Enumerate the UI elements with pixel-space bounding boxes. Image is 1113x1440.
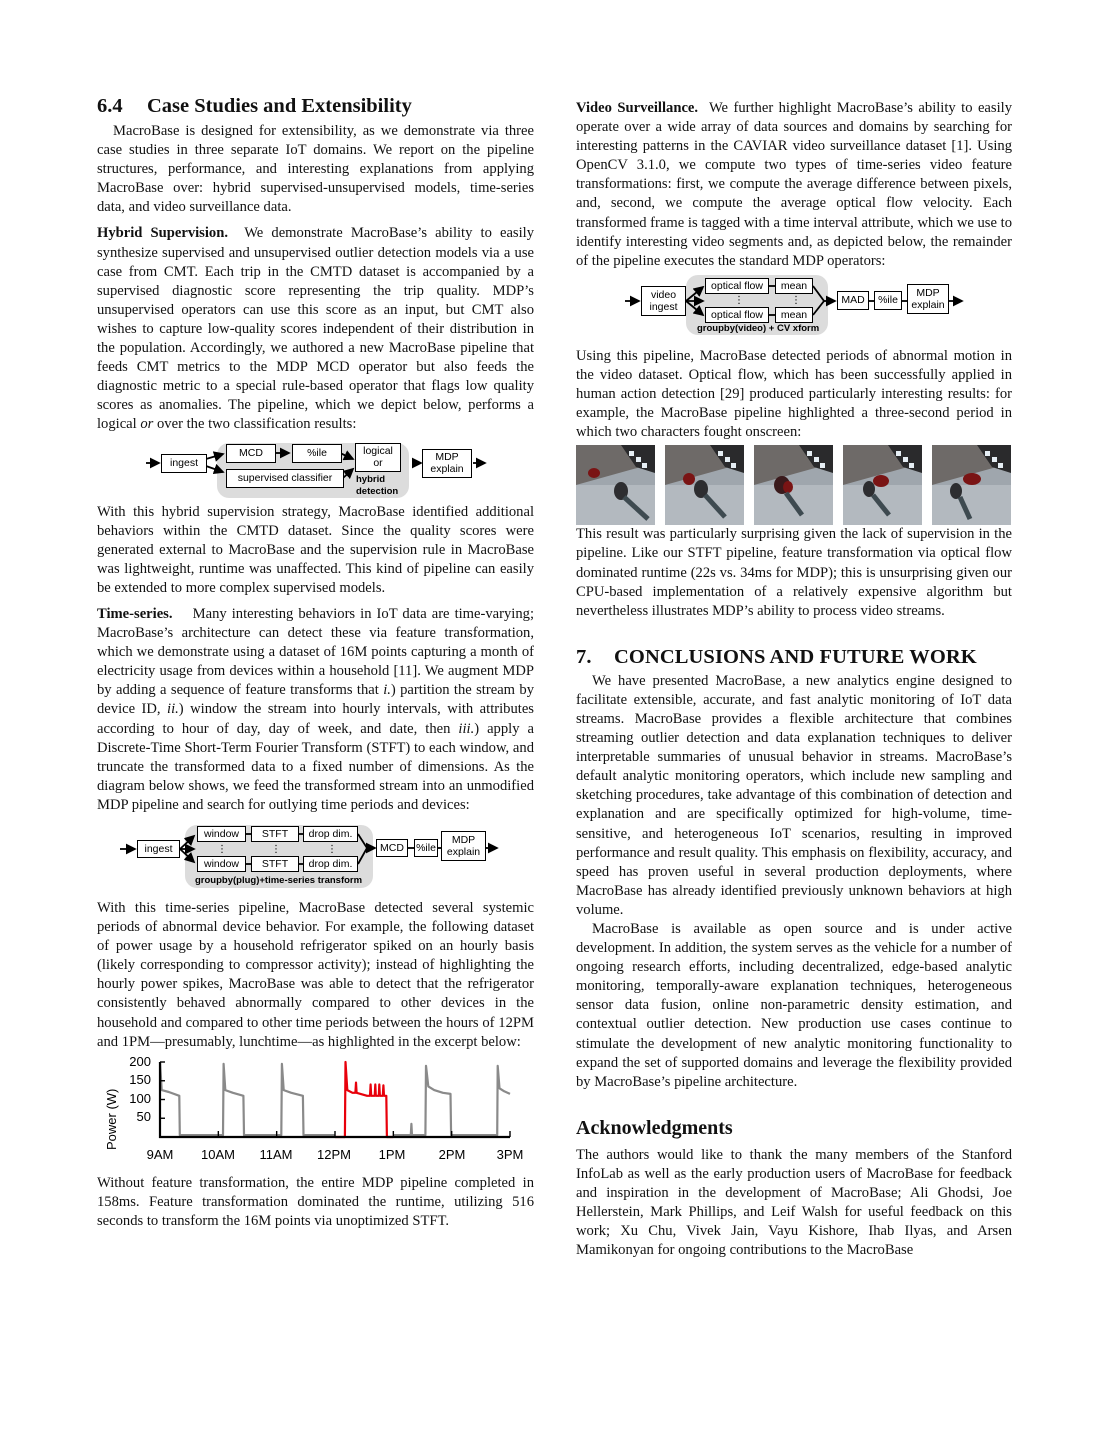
chart-series-line	[335, 1062, 393, 1137]
video-frame-5	[932, 445, 1011, 525]
timeseries-paragraph: Time-series. Many interesting behaviors in IoT data are time-varying; MacroBase’s architecture can detect these via feature transformation, which we demonstrate using a dataset of 16M points capturing a month of electricity usage from devices within a household [11]. We augment MDP by adding a sequence of feature transforms that i.) partition the stream by device ID, ii.) window the stream into hourly intervals, with attributes according to hour of day, day of week, and date, then iii.) apply a Discrete-Time Short-Term Fourier Transform (STFT) to each window, and truncate the transformed data to a fixed number of dimensions. As the diagram below shows, we feed the transformed stream into an unmodified MDP pipeline and search for outlying time periods and devices:	[97, 605, 534, 813]
y-tick-100: 100	[129, 1090, 151, 1106]
y-tick-200: 200	[129, 1053, 151, 1069]
y-axis-label: Power (W)	[104, 1088, 119, 1150]
video-heading: Video Surveillance.	[576, 100, 699, 116]
hybrid-paragraph: Hybrid Supervision. We demonstrate MacroBase’s ability to easily synthesize supervised and unsupervised outlier detection models via a use case from CMT. Each trip in the CMTD dataset is accompanied by a supervised diagnostic score representing the trip quality. MDP’s unsupervised operators can use this score as an input, but CMT also wishes to capture low-quality scores independent of their distribution in the population. Accordingly, we authored a new MacroBase pipeline that feeds CMT metrics to the MDP MCD operator but also feeds the diagnostic metric to a special rule-based operator that flags low quality scores as anomalies. The pipeline, which we depict below, performs a logical or over the two classification results:	[97, 225, 535, 433]
video-pipeline-diagram	[576, 274, 1012, 338]
hybrid-heading: Hybrid Supervision.	[97, 225, 228, 242]
mdp-explain-box: MDP explain	[907, 284, 949, 314]
video-ingest-box: video ingest	[641, 286, 686, 316]
section-number: 7.	[576, 645, 592, 668]
video-frame-1	[576, 445, 655, 525]
video-followup-paragraph: This result was particularly surprising given the lack of supervision in the pipeline. Like our STFT pipeline, feature transformation via optical flow dominated runtime (22s vs. 34ms for MDP); this is unsurprising given our CPU-based implementation of a relatively expensive algorithm but nevertheless illustrates MDP’s ability to process video streams.	[576, 526, 1012, 619]
stft-box-bottom: STFT	[251, 856, 299, 872]
hybrid-followup-paragraph: With this hybrid supervision strategy, MacroBase identified additional behaviors within the CMTD dataset. Since the quality scores were generated external to MacroBase and the supervision rule in MacroBase was lightweight, runtime was unaffected. This kind of pipeline can easily be extended to more complex supervised models.	[97, 503, 534, 596]
supervised-classifier-box: supervised classifier	[226, 469, 344, 488]
x-tick: 11AM	[259, 1146, 293, 1162]
x-tick: 2PM	[438, 1146, 466, 1162]
timeseries-pipeline-diagram	[97, 821, 534, 893]
x-tick: 12PM	[317, 1146, 351, 1162]
left-column	[97, 94, 534, 1231]
percentile-box: %ile	[292, 444, 342, 463]
intro-paragraph: MacroBase is designed for extensibility, as we demonstrate via three case studies in three separate IoT domains. We report on the pipeline structures, performance, and interesting explanations from applying MacroBase over: hybrid supervised-unsupervised models, time-series data, and video surveillance data.	[97, 123, 534, 216]
logical-or-box: logical or	[355, 443, 401, 472]
groupby-plug-label: groupby(plug)+time-series transform	[195, 875, 363, 886]
mean-box-bottom: mean	[775, 307, 813, 323]
video-frame-4	[843, 445, 922, 525]
optical-flow-box-bottom: optical flow	[705, 307, 769, 323]
mad-box: MAD	[837, 291, 869, 310]
vertical-ellipsis: ⋮	[734, 294, 744, 306]
stft-box-top: STFT	[251, 826, 299, 842]
x-tick: 10AM	[201, 1146, 235, 1162]
acknowledgments-heading: Acknowledgments	[576, 1116, 733, 1139]
optical-flow-box-top: optical flow	[705, 278, 769, 294]
y-tick-150: 150	[129, 1071, 151, 1087]
window-box-bottom: window	[197, 856, 246, 872]
conclusions-paragraph-1: We have presented MacroBase, a new analytics engine designed to facilitate extensible, accurate, and fast analytic monitoring of IoT data streams. MacroBase provides a flexible architecture that combines streaming outlier detection and data explanation techniques to deliver interpretable summaries of unusual behavior in streams. MacroBase’s default analytic monitoring operators, which include new sampling and sketching procedures, take advantage of this combination of detection and explanation and are specifically optimized for high-volume, time-sensitive, and heterogeneous IoT scenarios, resulting in improved performance and result quality. This emphasis on flexibility, accuracy, and speed has proven useful in several production deployments, where MacroBase has already identified previously unknown behaviors at high volume.	[576, 672, 1012, 918]
section-heading	[97, 94, 534, 118]
vertical-ellipsis: ⋮	[327, 844, 337, 855]
hybrid-detection-label: hybrid detection	[356, 473, 399, 497]
y-tick-50: 50	[136, 1108, 151, 1124]
x-tick: 3PM	[496, 1146, 524, 1162]
video-result-paragraph: Using this pipeline, MacroBase detected periods of abnormal motion in the video dataset. Optical flow, which has been successfully applied in human action detection [29] produced particularly interesting results: for example, the MacroBase pipeline highlighted a three-second period in which two characters fought onscreen:	[576, 347, 1012, 441]
groupby-video-label: groupby(video) + CV xform	[697, 322, 820, 334]
window-box-top: window	[197, 826, 246, 842]
vertical-ellipsis: ⋮	[217, 844, 227, 855]
conclusions-paragraph-2: MacroBase is available as open source and is under active development. In addition, the system serves as the vehicle for a number of ongoing research efforts, including decentralized, edge-based analytic monitoring, temporally-aware explanation techniques, heterogeneous sensor data fusion, online non-parametric density estimation, and contextual outlier detection. New production use cases continue to stimulate the development of new analytic monitoring functionality to expand the set of supported domains and leverage the flexibility provided by MacroBase’s pipeline architecture.	[576, 921, 1012, 1090]
section-number: 6.4	[97, 95, 123, 117]
mdp-explain-box: MDP explain	[422, 449, 472, 478]
video-frame-2	[665, 445, 744, 525]
mean-box-top: mean	[775, 278, 813, 294]
video-frames-strip	[576, 445, 1012, 525]
video-paragraph: Video Surveillance. We further highlight MacroBase’s ability to easily operate over a wide array of data sources and domains by searching for interesting patterns in the CAVIAR video surveillance dataset [1]. Using OpenCV 3.1.0, we compute two types of time-series video feature transformations: first, we compute the average difference between pixels, and, second, we compute the average optical flow velocity. Each transformed frame is tagged with a time interval attribute, which we use to identify interesting video segments and, as depicted below, the remainder of the pipeline executes the standard MDP operators:	[576, 100, 1012, 269]
section-title: Case Studies and Extensibility	[147, 95, 412, 117]
hybrid-pipeline-diagram	[97, 439, 534, 499]
chart-series-line	[393, 1066, 510, 1135]
timeseries-closing-paragraph: Without feature transformation, the entire MDP pipeline completed in 158ms. Feature transformation dominated the runtime, utilizing 516 seconds to transform the 16M points via unoptimized STFT.	[97, 1174, 534, 1229]
x-tick: 1PM	[378, 1146, 406, 1162]
percentile-box: %ile	[414, 839, 438, 857]
vertical-ellipsis: ⋮	[271, 844, 281, 855]
acknowledgments-paragraph: The authors would like to thank the many members of the Stanford InfoLab as well as the early production users of MacroBase for feedback and inspiration in the development of MacroBase; Ali Ghodsi, Joe Hellerstein, Mark Phillips, and Leif Walsh for useful feedback on this work; Xu Chu, Vivek Jain, Vayu Kishore, Ihab Ilyas, and Arsen Mamikonyan for ongoing contributions to the MacroBase	[576, 1146, 1012, 1259]
drop-dim-box-top: drop dim.	[303, 826, 358, 842]
drop-dim-box-bottom: drop dim.	[303, 856, 358, 872]
timeseries-followup-paragraph: With this time-series pipeline, MacroBase detected several systemic periods of abnormal device behavior. For example, the following dataset of power usage by a household refrigerator spiked on an hourly basis (likely corresponding to compressor activity); instead of highlighting the hourly power spikes, MacroBase was able to detect that the refrigerator consistently behaved abnormally compared to other devices in the household and compared to other time periods between the hours of 12PM and 1PM—presumably, lunchtime—as highlighted in the excerpt below:	[97, 900, 534, 1050]
timeseries-heading: Time-series.	[97, 605, 173, 622]
mdp-explain-box: MDP explain	[441, 831, 486, 861]
percentile-box: %ile	[874, 291, 902, 310]
ingest-box: ingest	[161, 454, 207, 473]
video-frame-3	[754, 445, 833, 525]
right-column	[576, 99, 1012, 1260]
mcd-box: MCD	[226, 444, 276, 463]
power-usage-chart	[97, 1054, 534, 1166]
section-title: CONCLUSIONS AND FUTURE WORK	[614, 645, 977, 668]
vertical-ellipsis: ⋮	[791, 294, 801, 306]
x-tick: 9AM	[146, 1146, 174, 1162]
chart-series-line	[160, 1062, 335, 1135]
ingest-box: ingest	[137, 840, 180, 858]
mcd-box: MCD	[376, 839, 408, 857]
conclusions-heading	[576, 645, 1012, 669]
